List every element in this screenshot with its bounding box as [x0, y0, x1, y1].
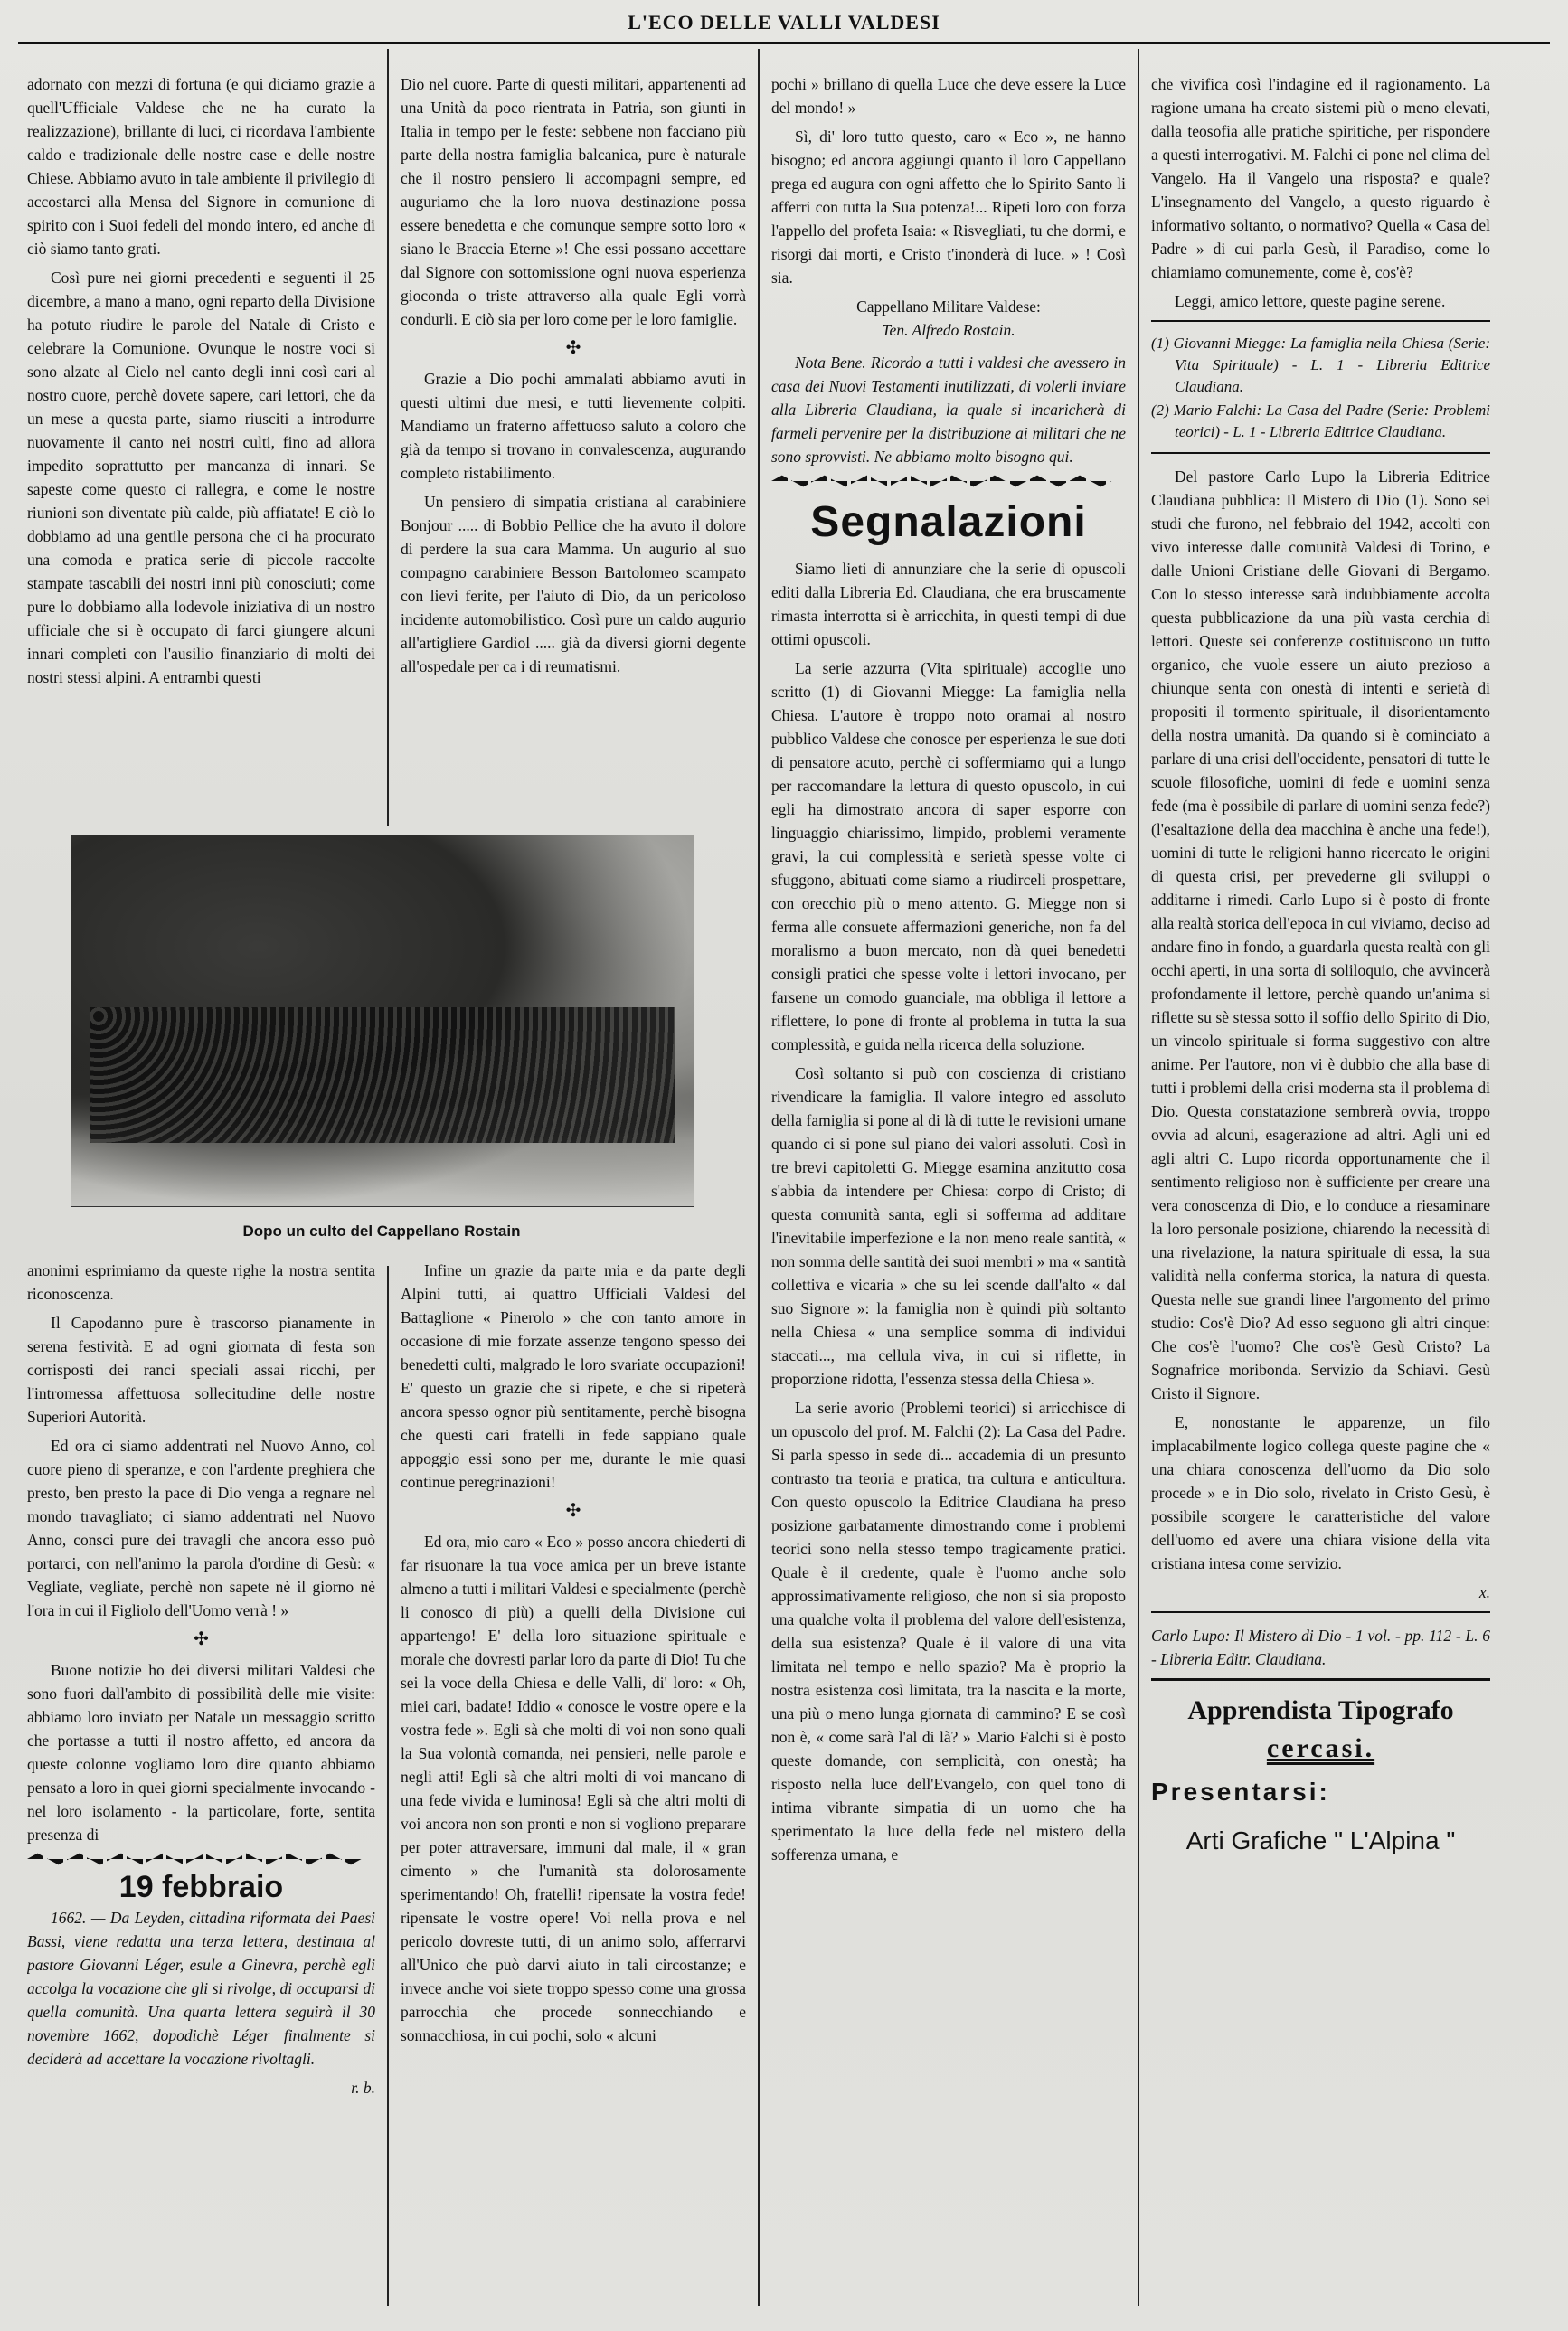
column-1-top [27, 72, 375, 823]
footnote: (2) Mario Falchi: La Casa del Padre (Serie: Problemi teorici) - L. 1 - Libreria Editrice Claudiana. [1151, 401, 1490, 440]
paragraph: anonimi esprimiamo da queste righe la nostra sentita riconoscenza. [27, 1261, 375, 1303]
paragraph: La serie azzurra (Vita spirituale) accoglie uno scritto (1) di Giovanni Miegge: La famiglia nella Chiesa. L'autore è troppo noto oramai al nostro pubblico Valdese che conosce per esperienza le sue doti di pensatore acuto, perchè ci soffermiamo qui a lungo per raccomandare la lettura di questo opuscolo, in cui egli ha dimostrato ancora di saper esporre con linguaggio chiarissimo, limpido, problemi veramente gravi, la cui complessità e serietà spesse volte ci sfuggono, abituati come siamo a riudirceli prospettare, con orecchio più o meno attento. G. Miegge non si ferma alle consuete affermazioni generiche, non fa del moralismo a buon mercato, non dà quei benedetti consigli pratici che spesse volte i lettori invocano, per farsene un comodo guanciale, ma obbliga il lettore a riflettere, lo pone di fronte al problema in tutta la sua complessità, e guida nella ricerca della soluzione. [771, 659, 1126, 1053]
paragraph: Buone notizie ho dei diversi militari Valdesi che sono fuori dall'ambito di possibilità delle mie visite: abbiamo loro inviato per Natale un messaggio scritto che portasse a tutti il nostro affetto, ed ancora da queste colonne vogliamo loro dire quanto abbiamo pensato a loro in quei giorni specialmente invocando - nel loro isolamento - la particolare, forte, sentita presenza di [27, 1661, 375, 1844]
column-rule [758, 49, 760, 2306]
group-photo [71, 835, 694, 1207]
paragraph: Un pensiero di simpatia cristiana al carabiniere Bonjour ..... di Bobbio Pellice che ha avuto il dolore di perdere la sua cara Mamma. Un augurio al suo compagno carabiniere Besson Bartolomeo scampato con lievi ferite, per l'aiuto di Dio, da un pericoloso incidente automobilistico. Così pure un caldo augurio all'artigliere Gardiol ..... già da diversi giorni degente all'ospedale per ca i di reumatismi. [401, 493, 746, 675]
cross-ornament-icon: ✣ [194, 1629, 209, 1649]
column-2-top [401, 72, 746, 823]
wave-divider [771, 474, 1126, 488]
nota-bene: Nota Bene. Ricordo a tutti i valdesi che avessero in casa dei Nuovi Testamenti inutilizzati, di volerli inviare alla Libreria Claudiana, la quale si incaricherà di farmeli pervenire per la distribuzione ai militari che ne sono sprovvisti. Ne abbiamo molto bisogno qui. [771, 354, 1126, 466]
paragraph: Grazie a Dio pochi ammalati abbiamo avuti in questi ultimi due mesi, e tutti lievemente colpiti. Mandiamo un fraterno affettuoso saluto a coloro che già da tempo si trovano in convalescenza, augurando completo ristabilimento. [401, 370, 746, 482]
divider [1151, 320, 1490, 322]
signature-line: Cappellano Militare Valdese: [856, 297, 1041, 316]
column-rule [387, 49, 389, 826]
paragraph: adornato con mezzi di fortuna (e qui diciamo grazie a quell'Ufficiale Valdese che ne ha curato la realizzazione), brillante di luci, ci ricordava l'ambiente caldo e tradizionale delle nostre case e delle nostre Chiese. Abbiamo avuto in tale ambiente il privilegio di accostarci alla Mensa del Signore in comunione di spirito con i Suoi fedeli del mondo intero, ed anche di ciò siamo tanto grati. [27, 75, 375, 258]
footnote: (1) Giovanni Miegge: La famiglia nella Chiesa (Serie: Vita Spirituale) - L. 1 - Libreria Editrice Claudiana. [1151, 335, 1490, 395]
column-rule [387, 1266, 389, 2306]
section-title: Segnalazioni [810, 498, 1087, 546]
paragraph: Siamo lieti di annunziare che la serie di opuscoli editi dalla Libreria Ed. Claudiana, che era bruscamente rimasta interrotta si è arricchita, in questi tempi di due ottimi opuscoli. [771, 560, 1126, 648]
signature-name: Ten. Alfredo Rostain. [882, 321, 1015, 339]
paragraph: Ed ora ci siamo addentrati nel Nuovo Anno, col cuore pieno di speranze, e con l'ardente preghiera che presto, ben presto la pace di Dio venga a regnare nel mondo travagliato; ci siamo addentrati nel Nuovo Anno, consci pure dei travagli che ancora esso può portarci, con nell'animo la parola d'ordine di Gesù: « Vegliate, vegliate, perchè non sapete nè il giorno nè l'ora in cui il Figliolo dell'Uomo verrà ! » [27, 1437, 375, 1619]
book-reference: Carlo Lupo: Il Mistero di Dio - 1 vol. - pp. 112 - L. 6 - Libreria Editr. Claudiana. [1151, 1627, 1490, 1668]
paragraph: Sì, di' loro tutto questo, caro « Eco », ne hanno bisogno; ed ancora aggiungi quanto il loro Cappellano prega ed augura con ogni affetto che lo Spirito Santo li afferri con tutta la Sua potenza!... Ripeti loro con forza l'appello del profeta Isaia: « Risvegliati, tu che dormi, e risorgi dai morti, e Cristo t'inonderà di luce. » ! Così sia. [771, 127, 1126, 287]
column-2-bottom [401, 1259, 746, 2312]
review-signature: x. [1478, 1583, 1490, 1601]
paragraph: Leggi, amico lettore, queste pagine serene. [1175, 292, 1446, 310]
paragraph: Così soltanto si può con coscienza di cristiano rivendicare la famiglia. Il valore integro ed assoluto della famiglia si pone al di là di tutte le revisioni umane quando ci si pone sul piano dei valori assoluti. Così in tre brevi capitoletti G. Miegge esamina anzitutto cosa s'abbia da intendere per Chiesa: corpo di Cristo; di questa comunità santa, egli si sofferma ad additare l'inevitabile imperfezione e la non meno reale santità, « non somma delle santità dei suoi membri » ma « santità collettiva e vicaria » che su lei scende dall'alto « dal suo Signore »: la famiglia non è quindi più soltanto nella Chiesa « una semplice somma di individui staccati..., ma cellula viva, in cui si riflette, in proporzione ridotta, l'essenza stessa della Chiesa ». [771, 1064, 1126, 1388]
paragraph: E, nonostante le apparenze, un filo implacabilmente logico collega queste pagine che « una chiara conoscenza dell'uomo da Dio solo procede » e in Dio solo, rivelato in Cristo Gesù, è possibile scorgere le caratteristiche del valore dell'uomo ed avere una chiara visione della vita cristiana intesa come servizio. [1151, 1413, 1490, 1572]
divider [1151, 1678, 1490, 1681]
paragraph: Dio nel cuore. Parte di questi militari, appartenenti ad una Unità da poco rientrata in Patria, son giunti in Italia in tempo per le feste: sebbene non facciano più parte della nostra famiglia balcanica, pure è naturale che il nostro pensiero li accompagni sempre, ed auguriamo che la loro nuova destinazione possa essere benedetta e che comunque sempre sotto loro « siano le Braccia Eterne »! Che essi possano accettare dal Signore con sottomissione ogni nuova esperienza gioconda o triste attraverso alla quale Egli vorrà condurli. E ciò sia per loro come per le loro famiglie. [401, 75, 746, 328]
column-3 [771, 72, 1126, 2313]
footnotes [1151, 333, 1490, 443]
wave-divider [27, 1852, 375, 1866]
date-heading: 19 febbraio [118, 1870, 284, 1904]
masthead-rule [18, 42, 1550, 44]
paragraph: che vivifica così l'indagine ed il ragionamento. La ragione umana ha creato sistemi più o meno elevati, dalla teosofia alle pratiche spiritiche, per rispondere a questi interrogativi. M. Falchi ci pone nel clima del Vangelo. Ha il Vangelo una risposta? e quale? L'insegnamento del Vangelo, a questo riguardo è informativo soltanto, o normativo? Quella « Casa del Padre » di cui parla Gesù, il Paradiso, come lo chiamiamo comunemente, come è, cos'è? [1151, 75, 1490, 281]
cross-ornament-icon: ✣ [565, 1501, 581, 1521]
date-signature: r. b. [351, 2079, 375, 2097]
paragraph: Del pastore Carlo Lupo la Libreria Editrice Claudiana pubblica: Il Mistero di Dio (1). Sono sei studi che furono, nel febbraio del 1942, accolti con vivo interesse dalle comunità Valdesi di Torino, e dalle Unioni Cristiane delle Giovani di Bergamo. Con lo stesso interesse sarà indubbiamente accolta questa pubblicazione da una più vasta cerchia di lettori. Queste sei conferenze costituiscono un tutto organico, che vuole essere un aiuto prezioso a chiunque senta con onestà di intenti e serietà di propositi il tormento spirituale, il disorientamento della nostra umanità. Da quando si è cominciato a parlare di una crisi dell'occidente, pensatori di tutte le scuole filosofiche, uomini di fede e uomini senza fede (ma è possibile di parlare di uomini senza fede?) (l'esaltazione della dea macchina è anche una fede!), uomini di tutte le religioni hanno ricercato le origini di questa crisi, per prevederne gli sviluppi o additarne i rimedi. Carlo Lupo si è posto di fronte alla realtà storica dell'epoca in cui viviamo, deciso ad andare fino in fondo, a guardarla questa realtà con gli occhi aperti, in una sorta di soliloquio, che avvincerà profondamente il lettore, perchè quando un'anima si riflette su sè stessa sotto il soffio dello Spirito di Dio, un vincolo spirituale si forma suggestivo con altre anime. Per l'autore, non vi è dubbio che alla base di tutti i problemi della crisi moderna sta il problema di Dio. Questa constatazione sembrerà ovvia, troppo ovvia ad alcuni, esagerazione ad altri. Agli uni ed agli altri C. Lupo ricorda opportunamente che il sentimento religioso non è sufficiente per creare una vera conoscenza di Dio, e lo conduce a riesaminare la loro personale posizione, chiarendo la necessità di una rivelazione, la natura spirituale di essa, la sua validità nella conferma storica, la natura di questa. Questa nelle sue grandi linee l'argomento del primo studio: Cos'è Dio? Ad esso seguono gli altri cinque: Che cos'è l'uomo? Che cos'è Gesù Cristo? La Sognafrice moribonda. Servizio da Schiavi. Gesù Cristo il Signore. [1151, 467, 1490, 1402]
cross-ornament-icon: ✣ [565, 338, 581, 358]
ad-presentarsi: Presentarsi: [1151, 1778, 1330, 1806]
masthead: L'ECO DELLE VALLI VALDESI [628, 11, 940, 33]
ad-title: Apprendista Tipografo [1187, 1695, 1454, 1725]
paragraph: Così pure nei giorni precedenti e seguenti il 25 dicembre, a mano a mano, ogni reparto della Divisione ha potuto riudire le parole del Natale di Cristo e celebrare la Comunione. Ovunque le nostre voci si sono alzate al Cielo nel canto degli inni così cari al nostro cuore, perchè dovete sapere, cari lettori, che da un mese a questa parte, siamo riusciti a introdurre nuovamente il canto nei nostri culti, fino ad allora impedito soprattutto per mancanza di innari. Se sapeste come questo ci rallegra, e come le nostre riunioni son diventate più calde, più affiatate! E ciò lo dobbiamo ad una gentile persona che ci ha procurato una comoda e pratica serie di piccole raccolte stampate tascabili dei nostri inni più conosciuti; come pure lo dobbiamo alla lodevole iniziativa di un nostro ufficiale che si è occupato di farci giungere alcuni innari completi con l'ausilio finanziario di molti dei nostri stessi alpini. A entrambi questi [27, 269, 375, 686]
photo-crowd [90, 1007, 675, 1143]
date-text: 1662. — Da Leyden, cittadina riformata dei Paesi Bassi, viene redatta una terza lettera, destinata al pastore Giovanni Léger, esule a Ginevra, perchè egli accolga la vocazione che gli si rivolge, di occuparsi di quella comunità. Una quarta lettera seguirà il 30 novembre 1662, dopodichè Léger finalmente si deciderà ad accettare la vocazione rivoltagli. [27, 1909, 375, 2068]
ad-cercasi: cercasi. [1266, 1733, 1375, 1763]
divider [1151, 1611, 1490, 1613]
photo-caption: Dopo un culto del Cappellano Rostain [242, 1222, 521, 1240]
paragraph: Ed ora, mio caro « Eco » posso ancora chiederti di far risuonare la tua voce amica per un breve istante almeno a tutti i militari Valdesi e specialmente (perchè li conosco di più) a quelli della Divisione cui appartengo! E' della loro situazione spirituale e morale che dovresti parlar loro da parte di Dio! Tu che sei la voce della Chiesa e delle Valli, di' loro: « Oh, miei cari, badate! Iddio « conosce le vostre opere e la vostra fede ». Egli sà che molti di voi non sono quali la Sua volontà comanda, nei pensieri, nelle parole e negli atti! Egli sà che altri molti di voi mancano di una fede vivida e luminosa! Egli sà che altri molti di voi ancora non son pronti e non si vogliono preparare per poter attraversare, immuni dal male, il « gran cimento » che l'umanità sta dolorosamente sperimentando! Oh, fratelli! ripensate la vostra fede! ripensate le vostre opere! Voi nella prova e nel pericolo dovreste tutti, di un animo solo, afferrarvi all'Unico che può darvi aiuto in tali circostanze; e invece anche voi siete troppo spesso come una grossa parrocchia che procede sonnecchiando e sonnacchiosa, in cui pochi, solo « alcuni [401, 1533, 746, 2044]
paragraph: Infine un grazie da parte mia e da parte degli Alpini tutti, ai quattro Ufficiali Valdesi del Battaglione « Pinerolo » che con tanto amore in occasione di mie forzate assenze tengono spesso dei benedetti culti, malgrado le loro svariate occupazioni! E' questo un grazie che si ripete, e che si ripeterà ancora spesso ognor più sentitamente, perchè bisogna che questi cari fratelli in fede sappiano quale appoggio essi sono per me, durante le mie quasi continue peregrinazioni! [401, 1261, 746, 1491]
chaplain-signature [771, 295, 1126, 342]
column-4 [1151, 72, 1490, 2313]
divider [1151, 452, 1490, 454]
paragraph: pochi » brillano di quella Luce che deve essere la Luce del mondo! » [771, 75, 1126, 117]
paragraph: La serie avorio (Problemi teorici) si arricchisce di un opuscolo del prof. M. Falchi (2): La Casa del Padre. Si parla spesso in sede di... accademia di un presunto contrasto tra teoria e pratica, tra cultura e anticultura. Con questo opuscolo la Editrice Claudiana ha preso posizione garbatamente dimostrando come i problemi teorici sono nella stesso tempo tragicamente pratici. Quale è il credente, quale è l'uomo anche solo approssimativamente religioso, che non si sia proposto una qualche volta il problema del valore dell'esistenza, della sua esistenza? Quale è il valore di una vita limitata nel tempo e nello spazio? Ma è proprio la nostra esistenza così limitata, tra la nascita e la morte, una più o meno lunga giornata di cammino? E se così non è, « come sarà l'al di là? » Mario Falchi si è posto queste domande, con semplicità, con onestà; ha risposto nella luce dell'Evangelo, con quel tono di intima vibrante simpatia di un uomo che ha sperimentato la luce della fede nel mistero della sofferenza umana, e [771, 1399, 1126, 1864]
column-rule [1138, 49, 1139, 2306]
column-1-bottom [27, 1259, 375, 2312]
paragraph: Il Capodanno pure è trascorso pianamente in serena festività. E ad ogni giornata di festa son corrisposti dei ranci speciali assai ricchi, per l'intromessa affettuosa sollecitudine delle nostre Superiori Autorità. [27, 1314, 375, 1426]
ad-company: Arti Grafiche " L'Alpina " [1185, 1826, 1456, 1854]
